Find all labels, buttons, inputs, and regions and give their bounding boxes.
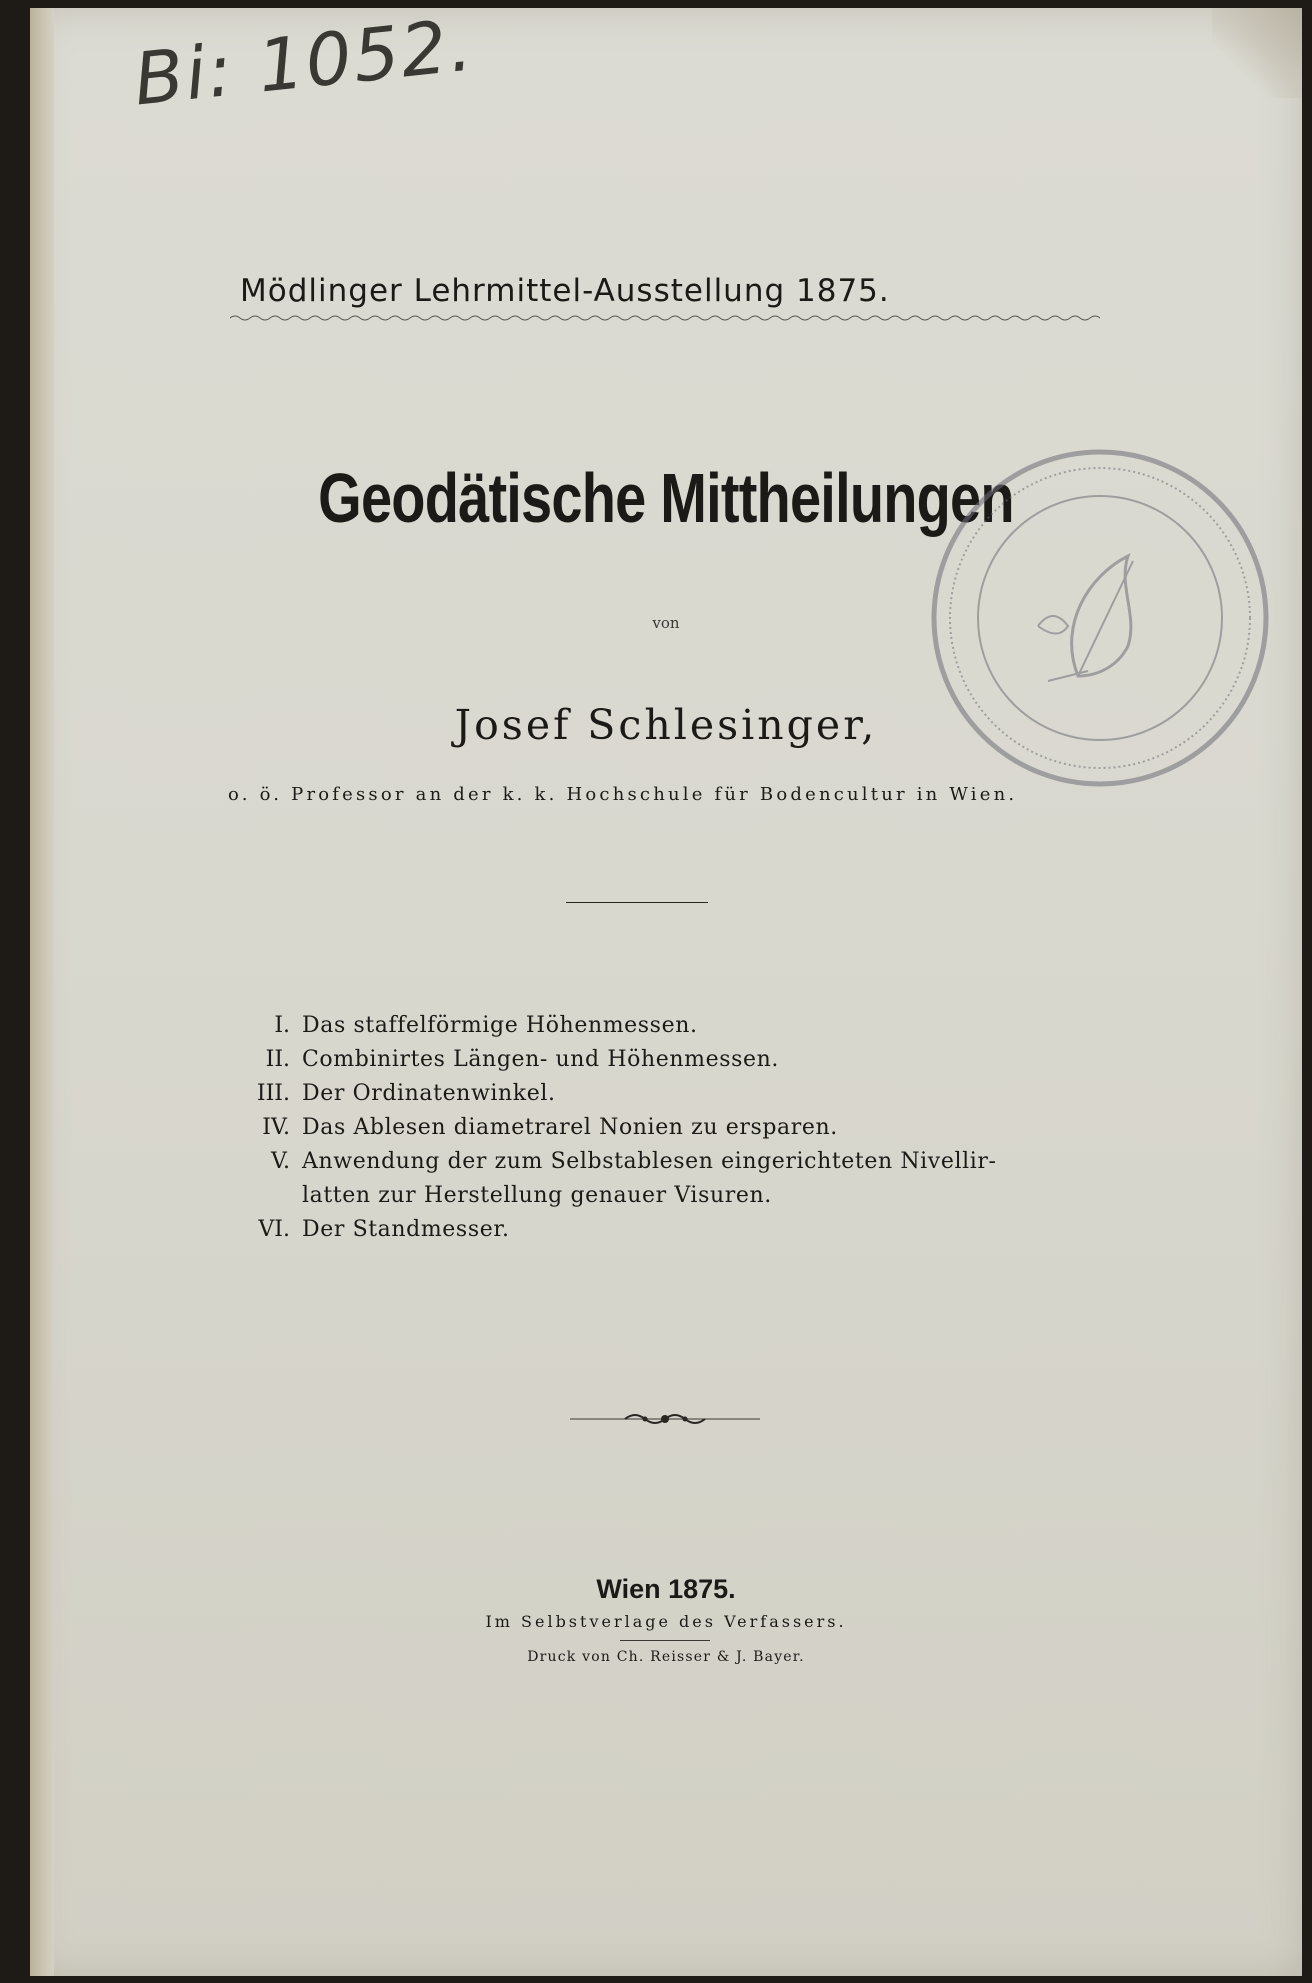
contents-text: Anwendung der zum Selbstablesen eingerichteten Nivellir- [302, 1149, 997, 1174]
handwritten-shelfmark: Bi: 1052. [130, 2, 478, 122]
contents-item-continuation [220, 1183, 1120, 1217]
title-page [30, 2, 1302, 1976]
publisher-line: Im Selbstverlage des Verfassers. [485, 1612, 847, 1631]
printer-line: Druck von Ch. Reisser & J. Bayer. [527, 1649, 805, 1665]
contents-text: Combinirtes Längen- und Höhenmessen. [302, 1047, 779, 1072]
binding-edge [30, 8, 54, 1976]
contents-numeral: III. [256, 1081, 290, 1106]
contents-numeral: IV. [262, 1115, 290, 1140]
contents-item [220, 1081, 1120, 1115]
contents-text: Das staffelförmige Höhenmessen. [302, 1013, 698, 1038]
wavy-rule [230, 314, 1100, 322]
divider-rule [566, 902, 708, 903]
contents-text: latten zur Herstellung genauer Visuren. [302, 1183, 772, 1208]
contents-text: Der Ordinatenwinkel. [302, 1081, 556, 1106]
contents-list [220, 1013, 1120, 1251]
ornament-divider [570, 1409, 760, 1429]
page-title: Geodätische Mittheilungen [318, 459, 1014, 537]
contents-numeral: VI. [258, 1217, 290, 1242]
series-title: Mödlinger Lehrmittel-Ausstellung 1875. [240, 273, 890, 309]
library-stamp [928, 446, 1273, 791]
author-name: Josef Schlesinger, [454, 701, 878, 749]
contents-numeral: I. [274, 1013, 290, 1038]
contents-item [220, 1013, 1120, 1047]
contents-item [220, 1217, 1120, 1251]
contents-item [220, 1115, 1120, 1149]
author-affiliation: o. ö. Professor an der k. k. Hochschule für Bodencultur in Wien. [228, 784, 1018, 805]
contents-text: Das Ablesen diametrarel Nonien zu ersparen. [302, 1115, 838, 1140]
imprint-rule [620, 1640, 710, 1641]
contents-item [220, 1047, 1120, 1081]
contents-numeral: V. [270, 1149, 290, 1174]
place-year: Wien 1875. [596, 1574, 736, 1604]
worn-corner [1212, 8, 1302, 98]
byline-von: von [652, 614, 680, 632]
contents-item [220, 1149, 1120, 1183]
contents-text: Der Standmesser. [302, 1217, 510, 1242]
contents-numeral: II. [265, 1047, 290, 1072]
